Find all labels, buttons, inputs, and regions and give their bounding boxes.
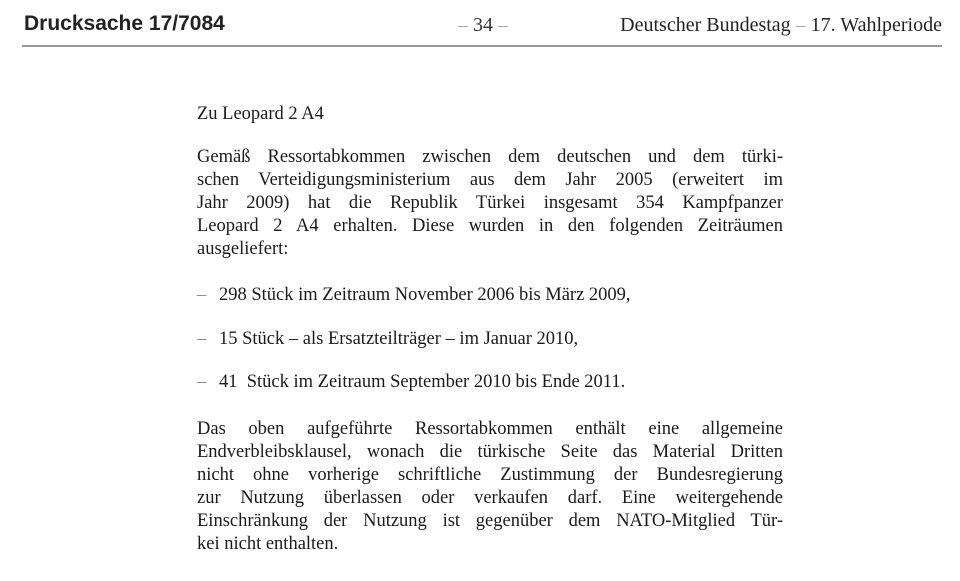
page-number: – 34 – [458,14,508,36]
text-line: kei nicht enthalten. [197,534,339,554]
document-number: Drucksache 17/7084 [24,12,225,35]
list-item: – 15 Stück – als Ersatzteilträger – im Januar 2010, [197,329,579,349]
text-line: Einschränkung der Nutzung ist gegenüber dem NATO-Mitglied Tür- [197,511,783,531]
text-line: Jahr 2009) hat die Republik Türkei insgesamt 354 Kampfpanzer [197,193,783,213]
paragraph-1 [197,146,783,261]
text-line: Das oben aufgeführte Ressortabkommen enthält eine allgemeine [197,419,783,439]
paragraph-2 [197,418,783,556]
list-item: – 41 Stück im Zeitraum September 2010 bis Ende 2011. [197,372,626,392]
text-line: Endverbleibsklausel, wonach die türkische Seite das Material Dritten [197,442,783,462]
text-line: ausgeliefert: [197,239,289,259]
institution-name: Deutscher Bundestag [620,14,791,36]
text-line: nicht ohne vorherige schriftliche Zustimmung der Bundesregierung [197,465,783,485]
legislative-period: 17. Wahlperiode [810,14,942,36]
header-institution: Deutscher Bundestag – 17. Wahlperiode [620,14,942,36]
text-line: Leopard 2 A4 erhalten. Diese wurden in den folgenden Zeiträumen [197,216,783,236]
page-number-value: 34 [473,14,493,36]
text-line: schen Verteidigungsministerium aus dem Jahr 2005 (erweitert im [197,170,783,190]
header-rule [22,45,942,47]
text-line: zur Nutzung überlassen oder verkaufen darf. Eine weitergehende [197,488,783,508]
text-line: Gemäß Ressortabkommen zwischen dem deutschen und dem türki- [197,147,783,167]
list-item: – 298 Stück im Zeitraum November 2006 bis März 2009, [197,285,631,305]
section-heading: Zu Leopard 2 A4 [197,104,324,124]
